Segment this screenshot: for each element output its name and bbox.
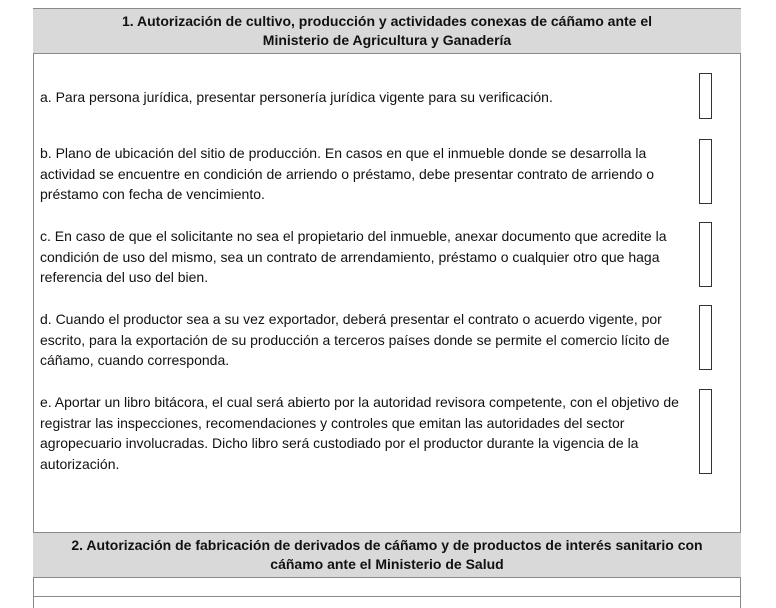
checkbox-item-e[interactable]	[699, 389, 712, 474]
section-2-title-line-2: cáñamo ante el Ministerio de Salud	[270, 556, 504, 572]
requirement-item-d: d. Cuando el productor sea a su vez exportador, deberá presentar el contrato o acuerdo vigente, por escrito, para la exportación de su producción a terceros países donde se permite el comercio lícito de cáñamo, cuando corresponda.	[40, 311, 670, 368]
checkbox-item-c[interactable]	[699, 222, 712, 287]
section-2-header	[33, 532, 741, 578]
section-2-title-line-1: 2. Autorización de fabricación de derivados de cáñamo y de productos de interés sanitario con	[71, 537, 703, 553]
requirement-item-a: a. Para persona jurídica, presentar personería jurídica vigente para su verificación.	[40, 89, 553, 105]
checkbox-item-d[interactable]	[699, 305, 712, 370]
requirement-item-b: b. Plano de ubicación del sitio de producción. En casos en que el inmueble donde se desarrolla la actividad se encuentre en condición de arriendo o préstamo, debe presentar contrato de arriendo o préstamo con fecha de vencimiento.	[40, 145, 655, 202]
checkbox-item-a[interactable]	[699, 73, 712, 119]
section-1-title-line-2: Ministerio de Agricultura y Ganadería	[262, 32, 512, 48]
section-1-header	[33, 8, 741, 54]
requirement-item-c: c. En caso de que el solicitante no sea el propietario del inmueble, anexar documento que acredite la condición de uso del mismo, sea un contrato de arrendamiento, préstamo o cualquier otro que haga referencia del uso del bien.	[40, 228, 667, 285]
checkbox-item-b[interactable]	[699, 139, 712, 204]
section-1-title-line-1: 1. Autorización de cultivo, producción y actividades conexas de cáñamo ante el	[121, 13, 653, 29]
requirement-item-e: e. Aportar un libro bitácora, el cual será abierto por la autoridad revisora competente, con el objetivo de registrar las inspecciones, recomendaciones y controles que emitan las autoridades del sector agropecuario involucradas. Dicho libro será custodiado por el productor durante la vigencia de la autorización.	[40, 394, 679, 472]
table-bottom-border	[33, 596, 741, 597]
